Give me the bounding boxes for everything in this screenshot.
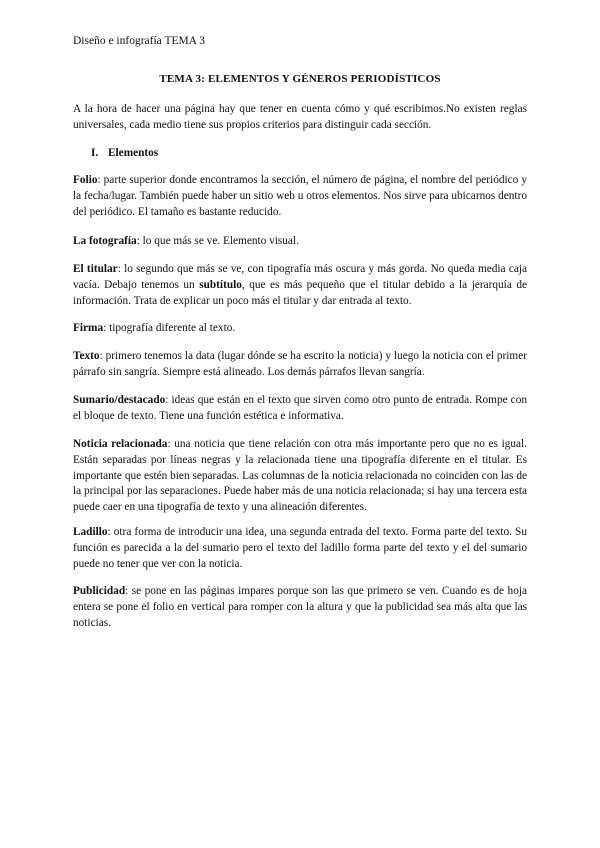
- term-publicidad: Publicidad: [73, 585, 126, 597]
- term-ladillo: Ladillo: [73, 526, 108, 538]
- running-header: Diseño e infografía TEMA 3: [73, 35, 206, 47]
- term-fotografia: La fotografía: [73, 235, 137, 247]
- text-texto: : primero tenemos la data (lugar dónde se ha escrito la noticia) y luego la noticia con el primer párrafo sin sangría. Siempre está alineado. Los demás párrafos llevan sangría.: [73, 350, 527, 378]
- term-firma: Firma: [73, 322, 104, 334]
- paragraph-titular: [73, 262, 527, 309]
- term-texto: Texto: [73, 350, 100, 362]
- text-sumario: : ideas que están en el texto que sirven como otro punto de entrada. Rompe con el bloque de texto. Tiene una función estética e informativa.: [73, 394, 527, 422]
- intro-paragraph: A la hora de hacer una página hay que tener en cuenta cómo y qué escribimos.No existen reglas universales, cada medio tiene sus propios criterios para distinguir cada sección.: [73, 103, 527, 131]
- text-ladillo: : otra forma de introducir una idea, una segunda entrada del texto. Forma parte del texto. Su función es parecida a la del sumario pero el texto del ladillo forma parte del texto y el del sumario puede no tener que ver con la noticia.: [73, 526, 527, 570]
- paragraph-texto: [73, 349, 527, 381]
- text-fotografia: : lo que más se ve. Elemento visual.: [136, 235, 299, 247]
- paragraph-sumario: [73, 393, 527, 425]
- text-titular-before: : lo segundo que más se ve, con tipografía más oscura y más gorda. No queda media caja vacía. Debajo tenemos un: [73, 263, 527, 291]
- text-titular-after: , que es más pequeño que el titular debido a la jerarquía de información. Trata de explicar un poco más el titular y dar entrada al texto.: [73, 278, 527, 307]
- term-subtitulo: subtítulo: [199, 278, 242, 291]
- text-noticia-relacionada: : una noticia que tiene relación con otra más importante pero que no es igual. Están separadas por líneas negras y la relacionada tiene una tipografía diferente en el titular. Es importante que estén bien separadas. Las columnas de la noticia relacionada no coinciden con las de la principal por las separaciones. Puede haber más de una noticia relacionada; si hay una tercera esta puede caer en una tipografía de texto y una alineación diferentes.: [73, 438, 528, 514]
- term-folio: Folio: [73, 174, 98, 186]
- paragraph-folio: [73, 173, 527, 220]
- paragraph-ladillo: [73, 525, 527, 572]
- paragraph-fotografia: [73, 234, 527, 250]
- text-publicidad: : se pone en las páginas impares porque son las que primero se ven. Cuando es de hoja entera se pone el folio en vertical para romper con la altura y que la publicidad sea más alta que las noticias.: [73, 585, 527, 629]
- paragraph-noticia-relacionada: [73, 437, 527, 516]
- text-firma: : tipografía diferente al texto.: [103, 322, 236, 334]
- paragraph-publicidad: [73, 584, 527, 631]
- term-sumario: Sumario/destacado: [73, 394, 166, 406]
- section-heading: [91, 146, 158, 160]
- section-number: I.: [91, 147, 99, 159]
- term-titular: El titular: [73, 263, 118, 275]
- section-title: Elementos: [108, 147, 159, 159]
- term-noticia-relacionada: Noticia relacionada: [73, 438, 168, 450]
- paragraph-firma: [73, 321, 527, 337]
- text-folio: : parte superior donde encontramos la sección, el número de página, el nombre del periódico y la fecha/lugar. También puede haber un sitio web u otros elementos. Nos sirve para ubicarnos dentro del periódico. El tamaño es bastante reducido.: [73, 174, 527, 218]
- document-title: TEMA 3: ELEMENTOS Y GÉNEROS PERIODÍSTICOS: [159, 73, 441, 85]
